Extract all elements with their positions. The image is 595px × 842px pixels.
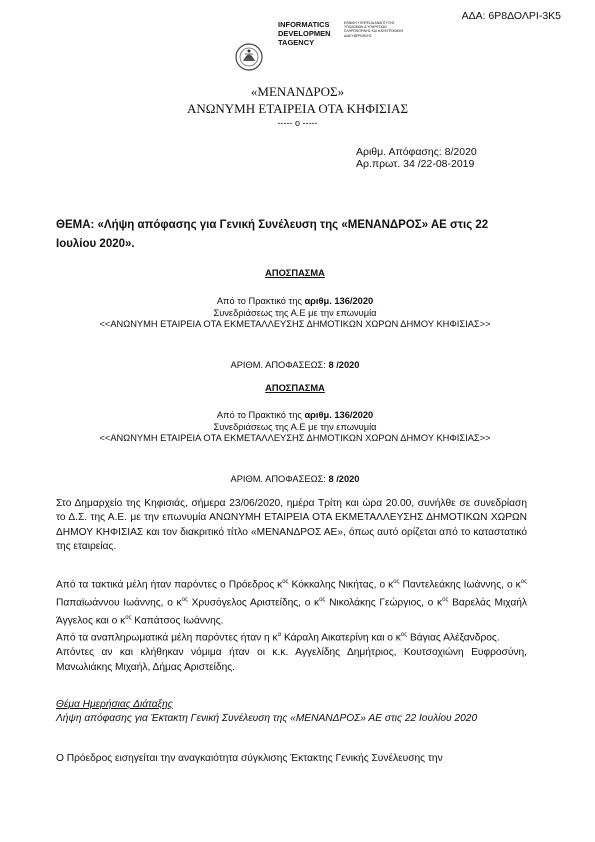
ada-code: ΑΔΑ: 6Ρ8ΔΟΛΡΙ-3Κ5 (461, 10, 561, 22)
decision-number: Αριθμ. Απόφασης: 8/2020 (356, 146, 477, 158)
agenda-item: Λήψη απόφασης για Έκτακτη Γενική Συνέλευση της «ΜΕΝΑΝΔΡΟΣ» ΑΕ στις 22 Ιουλίου 2020 (56, 713, 478, 725)
extract-heading: ΑΠΟΣΠΑΣΜΑ (265, 383, 325, 393)
minutes-line: Από το Πρακτικό της αριθμ. 136/2020 (216, 410, 374, 420)
minutes-line: Από το Πρακτικό της αριθμ. 136/2020 (216, 296, 374, 306)
greek-seal-icon (234, 42, 264, 72)
company-name: «ΜΕΝΑΝΔΡΟΣ» (250, 84, 345, 99)
attendance-paragraph (56, 575, 527, 675)
extract-block (90, 296, 500, 331)
meeting-paragraph: Στο Δημαρχείο της Κηφισιάς, σήμερα 23/06/2020, ημέρα Τρίτη και ώρα 20.00, συνήλθε σε συνεδρίαση το Δ.Σ. της Α.Ε. με την επωνυμία ΑΝΩΝΥΜΗ ΕΤΑΙΡΕΙΑ ΟΤΑ ΕΚΜΕΤΑΛΛΕΥΣΗΣ ΔΗΜΟΤΙΚΩΝ ΧΩΡΩΝ ΔΗΜΟΥ ΚΗΦΙΣΙΑΣ και τον διακριτικό τίτλο «ΜΕΝΑΝΔΡΟΣ ΑΕ», όπως αυτό ορίζεται από το καταστατικό της εταιρείας. (56, 498, 527, 553)
logo-title: INFORMATICS DEVELOPMEN TAGENCY (278, 20, 331, 47)
present-members: Από τα τακτικά μέλη ήταν παρόντες ο Πρόεδρος $\kappa^{o\varsigma}$ Κόκκαλης Νικήτας, ο $\kappa^{o\varsigma}$ Παντελεάκης Ιωάννης, ο $\kappa^{o\varsigma}$ Παπαϊωάννου Ιωάννης, ο $\kappa^{o\varsigma}$ Χρυσόγελος Αριστείδης, ο $\kappa^{o\varsigma}$ Νικολάκης Γεώργιος, ο $\kappa^{o\varsigma}$ Βαρελάς Μιχαήλ Άγγελος και ο $\kappa^{o\varsigma}$ Καπάτσος Ιωάννης. (56, 579, 528, 626)
subject-line: ΘΕΜΑ: «Λήψη απόφασης για Γενική Συνέλευση της «ΜΕΝΑΝΔΡΟΣ» ΑΕ στις 22 Ιουλίου 2020». (56, 219, 489, 250)
extract-block (90, 410, 500, 445)
absent-members: Απόντες αν και κλήθηκαν νόμιμα ήταν οι κ.κ. Αγγελίδης Δημήτριος, Κουτσοχιώνη Ευφροσύνη, Μανωλιάκης Μιχαήλ, Δήμας Αριστείδης. (56, 647, 527, 673)
logo-subtitle: ΕΘΝΙΚΗ ΥΠΗΡΕΣΙΑ ΑΝΑΠΤΥΞΗΣ ΥΠΟΔΟΜΩΝ & ΥΠΗΡΕΣΙΩΝ ΠΛΗΡΟΦΟΡΙΚΗΣ ΚΑΙ ΗΛΕΚΤΡΟΝΙΚΗΣ ΔΙΑΚΥΒΕΡΝΗΣΗΣ (344, 21, 404, 38)
company-full-name: ΑΝΩΝΥΜΗ ΕΤΑΙΡΕΙΑ ΟΤΑ ΚΗΦΙΣΙΑΣ (186, 101, 409, 116)
extract-decision: ΑΡΙΘΜ. ΑΠΟΦΑΣΕΩΣ: 8 /2020 (230, 474, 360, 484)
extract-heading: ΑΠΟΣΠΑΣΜΑ (265, 268, 325, 278)
decision-reference (356, 146, 477, 170)
alternate-members: Από τα αναπληρωματικά μέλη παρόντες ήταν η $\kappa^\alpha$ Κάραλη Αικατερίνη και ο $\kappa^{o\varsigma}$ Βάγιας Αλέξανδρος. (56, 632, 500, 644)
agency-logo (278, 20, 418, 47)
closing-paragraph: Ο Πρόεδρος εισηγείται την αναγκαιότητα σύγκλισης Έκτακτης Γενικής Συνέλευσης την (56, 753, 443, 764)
agenda-block (56, 698, 527, 727)
session-line: Συνεδριάσεως της Α.Ε με την επωνυμία (213, 307, 377, 318)
extract-decision: ΑΡΙΘΜ. ΑΠΟΦΑΣΕΩΣ: 8 /2020 (230, 360, 360, 370)
protocol-number: Αρ.πρωτ. 34 /22-08-2019 (356, 158, 475, 170)
company-line: <<ΑΝΩΝΥΜΗ ΕΤΑΙΡΕΙΑ ΟΤΑ ΕΚΜΕΤΑΛΛΕΥΣΗΣ ΔΗΜΟΤΙΚΩΝ ΧΩΡΩΝ ΔΗΜΟΥ ΚΗΦΙΣΙΑΣ>> (99, 319, 491, 329)
agenda-heading: Θέμα Ημερήσιας Διάταξης (56, 699, 173, 710)
company-line: <<ΑΝΩΝΥΜΗ ΕΤΑΙΡΕΙΑ ΟΤΑ ΕΚΜΕΤΑΛΛΕΥΣΗΣ ΔΗΜΟΤΙΚΩΝ ΧΩΡΩΝ ΔΗΜΟΥ ΚΗΦΙΣΙΑΣ>> (99, 433, 491, 443)
separator: ----- o ----- (277, 118, 318, 128)
session-line: Συνεδριάσεως της Α.Ε με την επωνυμία (213, 421, 377, 432)
